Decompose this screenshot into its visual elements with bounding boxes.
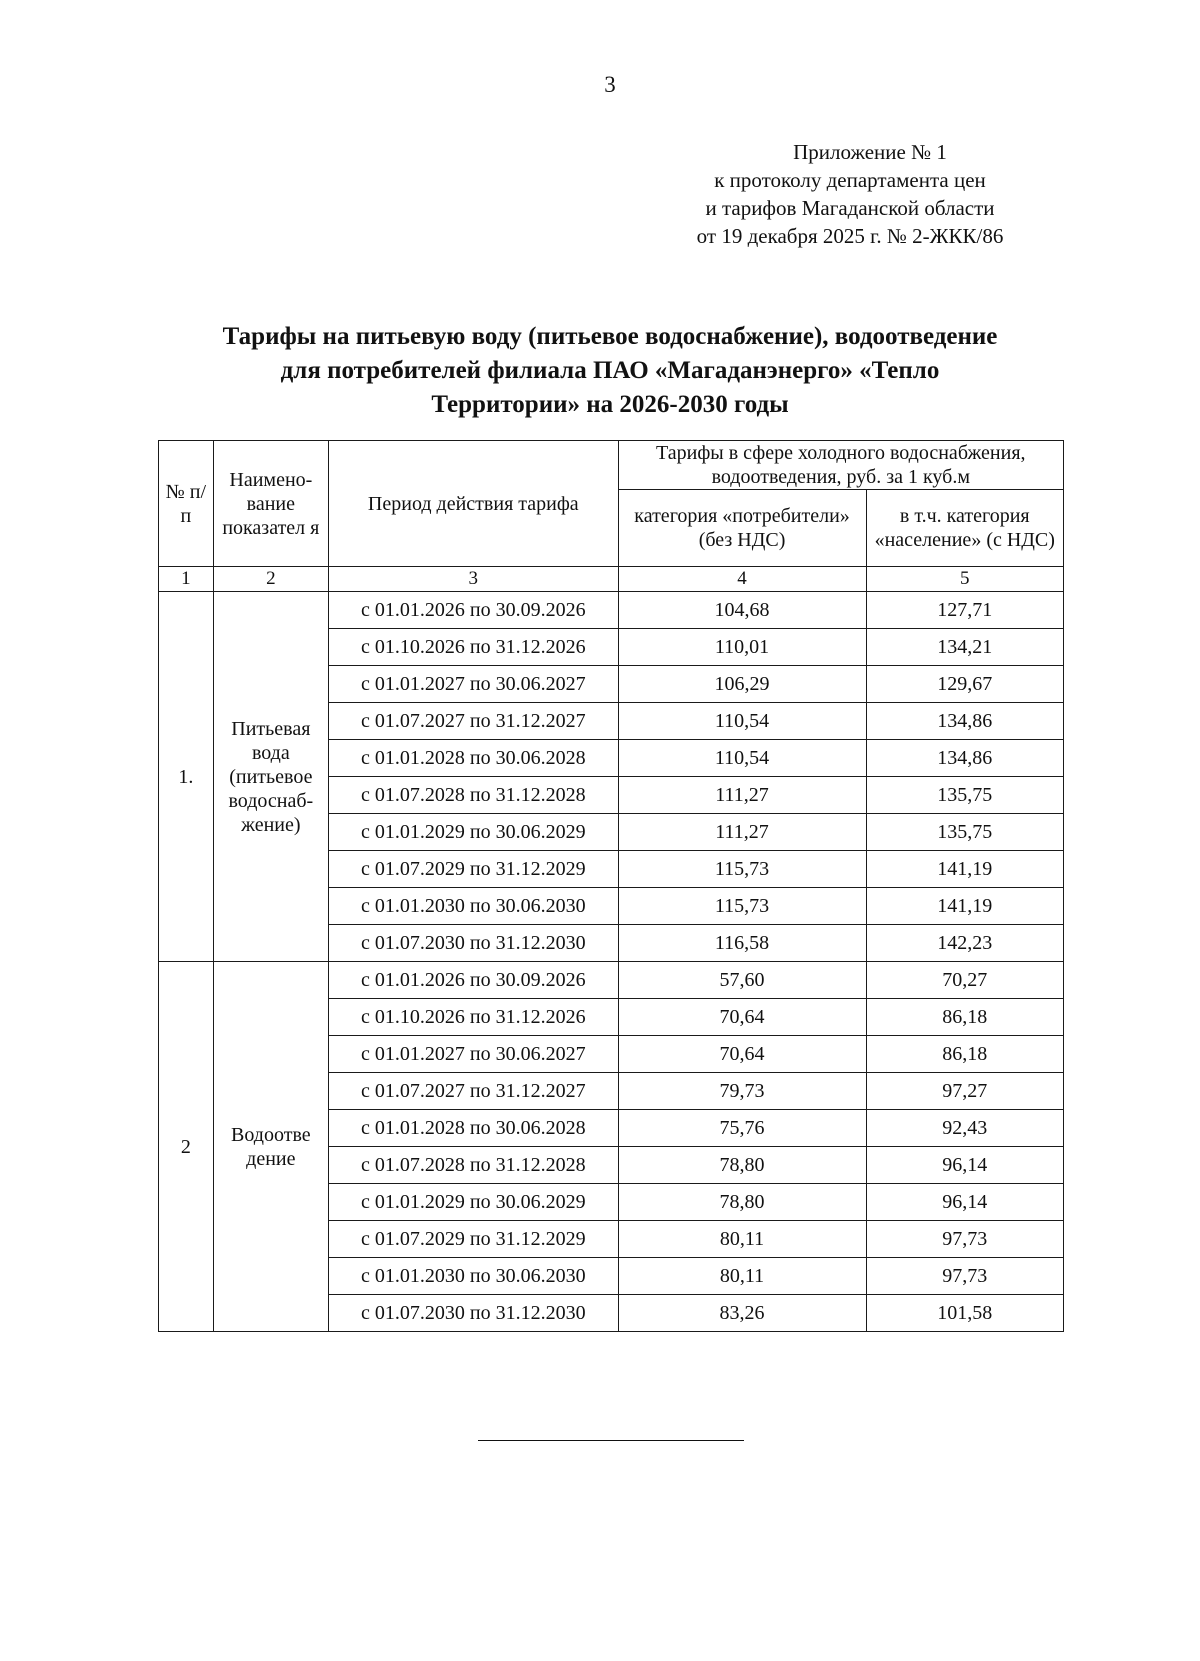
- consumers-tariff-cell: 70,64: [618, 999, 866, 1036]
- header-name: Наимено-вание показател я: [213, 441, 328, 567]
- period-cell: с 01.01.2030 по 30.06.2030: [329, 888, 619, 925]
- period-cell: с 01.01.2028 по 30.06.2028: [329, 1110, 619, 1147]
- consumers-tariff-cell: 57,60: [618, 962, 866, 999]
- period-cell: с 01.01.2029 по 30.06.2029: [329, 1184, 619, 1221]
- population-tariff-cell: 134,21: [866, 629, 1063, 666]
- population-tariff-cell: 134,86: [866, 703, 1063, 740]
- column-number: 2: [213, 567, 328, 592]
- consumers-tariff-cell: 111,27: [618, 777, 866, 814]
- population-tariff-cell: 97,27: [866, 1073, 1063, 1110]
- consumers-tariff-cell: 116,58: [618, 925, 866, 962]
- population-tariff-cell: 86,18: [866, 1036, 1063, 1073]
- period-cell: с 01.01.2027 по 30.06.2027: [329, 666, 619, 703]
- population-tariff-cell: 142,23: [866, 925, 1063, 962]
- consumers-tariff-cell: 110,54: [618, 740, 866, 777]
- population-tariff-cell: 141,19: [866, 888, 1063, 925]
- consumers-tariff-cell: 79,73: [618, 1073, 866, 1110]
- consumers-tariff-cell: 70,64: [618, 1036, 866, 1073]
- consumers-tariff-cell: 83,26: [618, 1295, 866, 1332]
- period-cell: с 01.01.2029 по 30.06.2029: [329, 814, 619, 851]
- appendix-line-4: от 19 декабря 2025 г. № 2-ЖКК/86: [696, 224, 1004, 248]
- group-name: Водоотве дение: [213, 962, 328, 1332]
- consumers-tariff-cell: 80,11: [618, 1258, 866, 1295]
- population-tariff-cell: 92,43: [866, 1110, 1063, 1147]
- period-cell: с 01.01.2030 по 30.06.2030: [329, 1258, 619, 1295]
- population-tariff-cell: 135,75: [866, 777, 1063, 814]
- group-number: 2: [159, 962, 214, 1332]
- population-tariff-cell: 141,19: [866, 851, 1063, 888]
- table-row: [159, 592, 1064, 629]
- consumers-tariff-cell: 115,73: [618, 851, 866, 888]
- header-num: № п/п: [159, 441, 214, 567]
- page-number: 3: [604, 72, 616, 97]
- period-cell: с 01.07.2027 по 31.12.2027: [329, 703, 619, 740]
- population-tariff-cell: 134,86: [866, 740, 1063, 777]
- consumers-tariff-cell: 111,27: [618, 814, 866, 851]
- tariffs-table: [158, 440, 1064, 1332]
- header-population: в т.ч. категория «население» (с НДС): [866, 490, 1063, 567]
- period-cell: с 01.07.2028 по 31.12.2028: [329, 1147, 619, 1184]
- appendix-header: [640, 138, 1060, 250]
- document-title: [150, 320, 1070, 422]
- population-tariff-cell: 127,71: [866, 592, 1063, 629]
- consumers-tariff-cell: 78,80: [618, 1184, 866, 1221]
- period-cell: с 01.01.2028 по 30.06.2028: [329, 740, 619, 777]
- period-cell: с 01.07.2029 по 31.12.2029: [329, 851, 619, 888]
- consumers-tariff-cell: 115,73: [618, 888, 866, 925]
- population-tariff-cell: 70,27: [866, 962, 1063, 999]
- consumers-tariff-cell: 110,01: [618, 629, 866, 666]
- title-line-2: для потребителей филиала ПАО «Магаданэнерго» «Тепло: [280, 357, 940, 384]
- period-cell: с 01.07.2030 по 31.12.2030: [329, 1295, 619, 1332]
- column-number: 4: [618, 567, 866, 592]
- appendix-line-1: Приложение № 1: [793, 140, 947, 164]
- consumers-tariff-cell: 78,80: [618, 1147, 866, 1184]
- group-number: 1.: [159, 592, 214, 962]
- period-cell: с 01.07.2027 по 31.12.2027: [329, 1073, 619, 1110]
- group-name: Питьевая вода (питьевое водоснаб-жение): [213, 592, 328, 962]
- period-cell: с 01.01.2027 по 30.06.2027: [329, 1036, 619, 1073]
- consumers-tariff-cell: 104,68: [618, 592, 866, 629]
- population-tariff-cell: 96,14: [866, 1147, 1063, 1184]
- header-tariffs-group: Тарифы в сфере холодного водоснабжения, водоотведения, руб. за 1 куб.м: [618, 441, 1063, 490]
- population-tariff-cell: 97,73: [866, 1258, 1063, 1295]
- title-line-1: Тарифы на питьевую воду (питьевое водоснабжение), водоотведение: [222, 323, 998, 350]
- consumers-tariff-cell: 80,11: [618, 1221, 866, 1258]
- period-cell: с 01.07.2028 по 31.12.2028: [329, 777, 619, 814]
- period-cell: с 01.10.2026 по 31.12.2026: [329, 629, 619, 666]
- population-tariff-cell: 135,75: [866, 814, 1063, 851]
- period-cell: с 01.10.2026 по 31.12.2026: [329, 999, 619, 1036]
- appendix-line-3: и тарифов Магаданской области: [705, 196, 995, 220]
- population-tariff-cell: 101,58: [866, 1295, 1063, 1332]
- population-tariff-cell: 86,18: [866, 999, 1063, 1036]
- title-line-3: Территории» на 2026-2030 годы: [431, 391, 789, 418]
- column-number: 5: [866, 567, 1063, 592]
- footer-divider: [478, 1440, 744, 1441]
- consumers-tariff-cell: 106,29: [618, 666, 866, 703]
- period-cell: с 01.01.2026 по 30.09.2026: [329, 962, 619, 999]
- population-tariff-cell: 96,14: [866, 1184, 1063, 1221]
- column-number: 3: [329, 567, 619, 592]
- table-row: [159, 962, 1064, 999]
- appendix-line-2: к протоколу департамента цен: [714, 168, 986, 192]
- population-tariff-cell: 129,67: [866, 666, 1063, 703]
- period-cell: с 01.07.2030 по 31.12.2030: [329, 925, 619, 962]
- consumers-tariff-cell: 110,54: [618, 703, 866, 740]
- header-period: Период действия тарифа: [329, 441, 619, 567]
- population-tariff-cell: 97,73: [866, 1221, 1063, 1258]
- header-consumers: категория «потребители» (без НДС): [618, 490, 866, 567]
- column-number: 1: [159, 567, 214, 592]
- period-cell: с 01.07.2029 по 31.12.2029: [329, 1221, 619, 1258]
- consumers-tariff-cell: 75,76: [618, 1110, 866, 1147]
- period-cell: с 01.01.2026 по 30.09.2026: [329, 592, 619, 629]
